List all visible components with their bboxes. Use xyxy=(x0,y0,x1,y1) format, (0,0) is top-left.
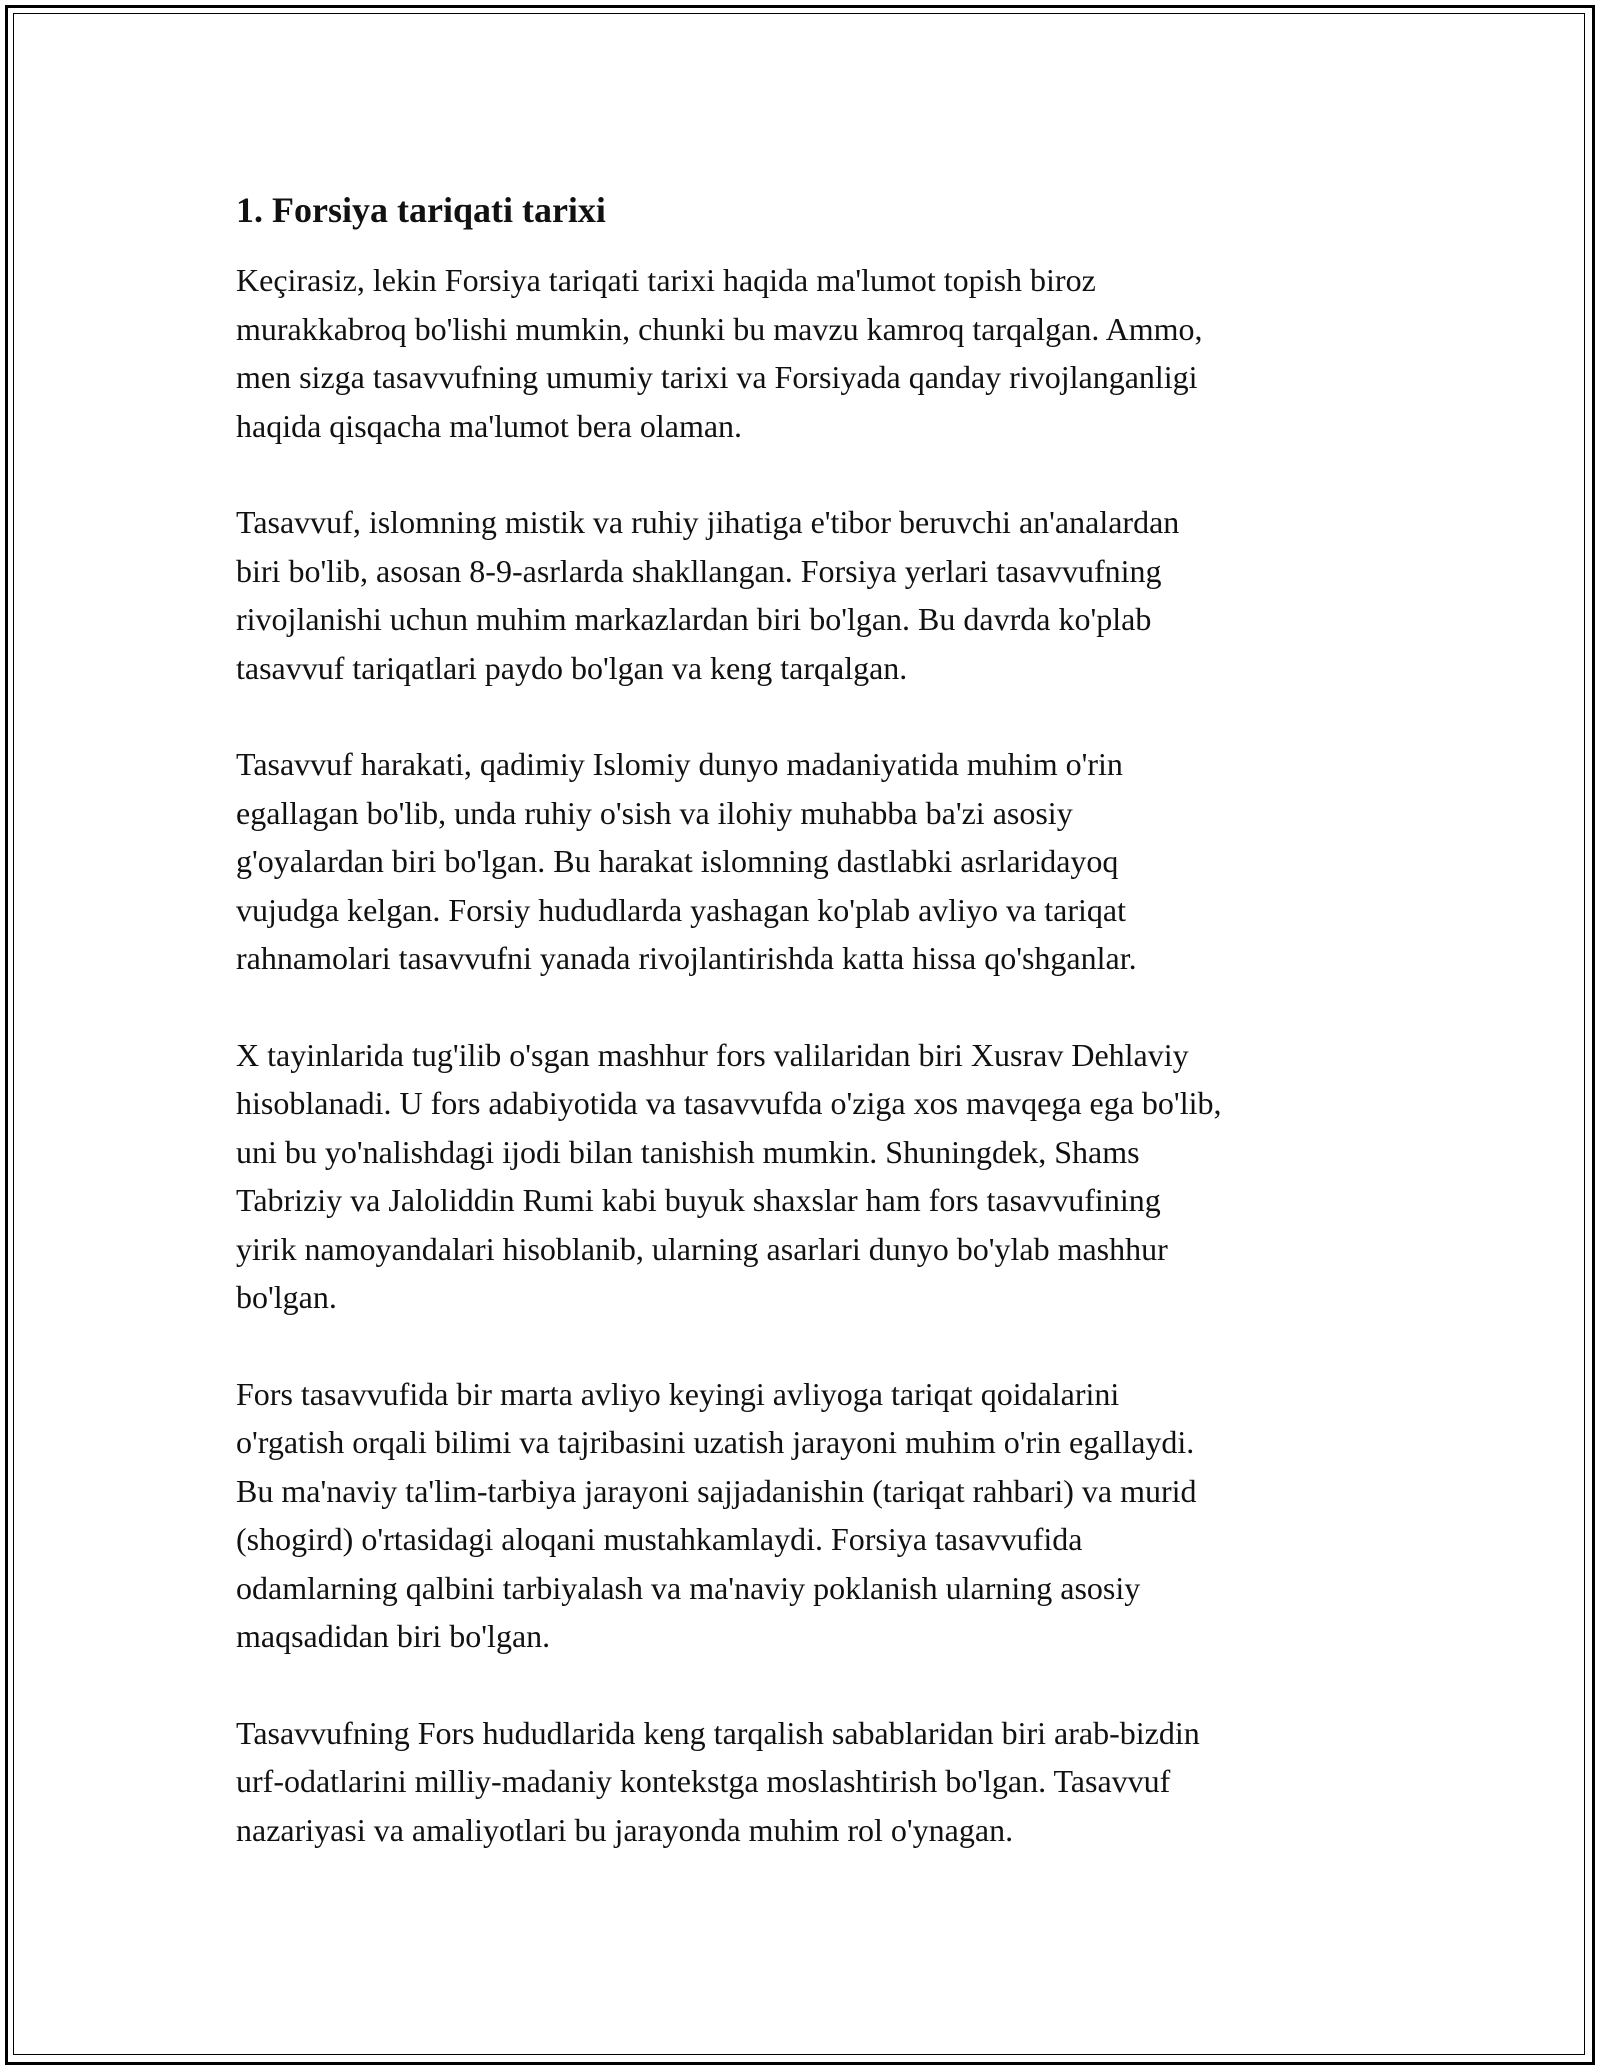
paragraph-line: Tabriziy va Jaloliddin Rumi kabi buyuk shaxslar ham fors tasavvufining xyxy=(236,1182,1161,1218)
paragraph-line: hisoblanadi. U fors adabiyotida va tasavvufda o'ziga xos mavqega ega bo'lib, xyxy=(236,1085,1222,1121)
paragraph-line: Fors tasavvufida bir marta avliyo keyingi avliyoga tariqat qoidalarini xyxy=(236,1375,1120,1412)
paragraph xyxy=(236,256,1366,450)
paragraph-line: o'rgatish orqali bilimi va tajribasini uzatish jarayoni muhim o'rin egallaydi. xyxy=(236,1424,1195,1460)
paragraph-line: Tasavvuf harakati, qadimiy Islomiy dunyo madaniyatida muhim o'rin xyxy=(236,746,1123,782)
paragraph-line: uni bu yo'nalishdagi ijodi bilan tanishish mumkin. Shuningdek, Shams xyxy=(236,1133,1140,1170)
paragraph-list xyxy=(236,256,1366,1854)
paragraph-line: murakkabroq bo'lishi mumkin, chunki bu mavzu kamroq tarqalgan. Ammo, xyxy=(236,310,1203,347)
paragraph-line: odamlarning qalbini tarbiyalash va ma'naviy poklanish ularning asosiy xyxy=(236,1569,1141,1606)
paragraph-line: tasavvuf tariqatlari paydo bo'lgan va keng tarqalgan. xyxy=(236,649,908,686)
paragraph-line: vujudga kelgan. Forsiy hududlarda yashagan ko'plab avliyo va tariqat xyxy=(236,891,1126,928)
paragraph-line: Tasavvuf, islomning mistik va ruhiy jihatiga e'tibor beruvchi an'analardan xyxy=(236,504,1180,540)
paragraph xyxy=(236,740,1366,983)
paragraph-line: Bu ma'naviy ta'lim-tarbiya jarayoni sajjadanishin (tariqat rahbari) va murid xyxy=(236,1472,1197,1509)
paragraph-line: rivojlanishi uchun muhim markazlardan biri bo'lgan. Bu davrda ko'plab xyxy=(236,601,1152,637)
paragraph xyxy=(236,1709,1366,1855)
paragraph-line: men sizga tasavvufning umumiy tarixi va Forsiyada qanday rivojlanganligi xyxy=(236,359,1198,395)
paragraph-line: haqida qisqacha ma'lumot bera olaman. xyxy=(236,407,743,444)
paragraph xyxy=(236,1370,1366,1661)
paragraph-line: X tayinlarida tug'ilib o'sgan mashhur fors valilaridan biri Xusrav Dehlaviy xyxy=(236,1036,1189,1073)
paragraph xyxy=(236,498,1366,692)
paragraph-line: egallagan bo'lib, unda ruhiy o'sish va ilohiy muhabba ba'zi asosiy xyxy=(236,794,1073,831)
paragraph xyxy=(236,1031,1366,1322)
paragraph-line: urf-odatlarini milliy-madaniy kontekstga moslashtirish bo'lgan. Tasavvuf xyxy=(236,1763,1171,1799)
paragraph-line: yirik namoyandalari hisoblanib, ularning asarlari dunyo bo'ylab mashhur xyxy=(236,1230,1168,1267)
paragraph-line: maqsadidan biri bo'lgan. xyxy=(236,1618,551,1654)
paragraph-line: Keçirasiz, lekin Forsiya tariqati tarixi haqida ma'lumot topish biroz xyxy=(236,262,1096,298)
paragraph-line: bo'lgan. xyxy=(236,1279,337,1315)
paragraph-line: rahnamolari tasavvufni yanada rivojlantirishda katta hissa qo'shganlar. xyxy=(236,940,1137,976)
paragraph-line: Tasavvufning Fors hududlarida keng tarqalish sabablaridan biri arab-bizdin xyxy=(236,1714,1200,1751)
paragraph-line: biri bo'lib, asosan 8-9-asrlarda shakllangan. Forsiya yerlari tasavvufning xyxy=(236,552,1162,589)
paragraph-line: (shogird) o'rtasidagi aloqani mustahkamlaydi. Forsiya tasavvufida xyxy=(236,1521,1083,1557)
paragraph-line: g'oyalardan biri bo'lgan. Bu harakat islomning dastlabki asrlaridayoq xyxy=(236,843,1119,879)
document-body xyxy=(236,186,1366,1902)
section-heading: 1. Forsiya tariqati tarixi xyxy=(236,190,606,230)
paragraph-line: nazariyasi va amaliyotlari bu jarayonda muhim rol o'ynagan. xyxy=(236,1811,1014,1848)
